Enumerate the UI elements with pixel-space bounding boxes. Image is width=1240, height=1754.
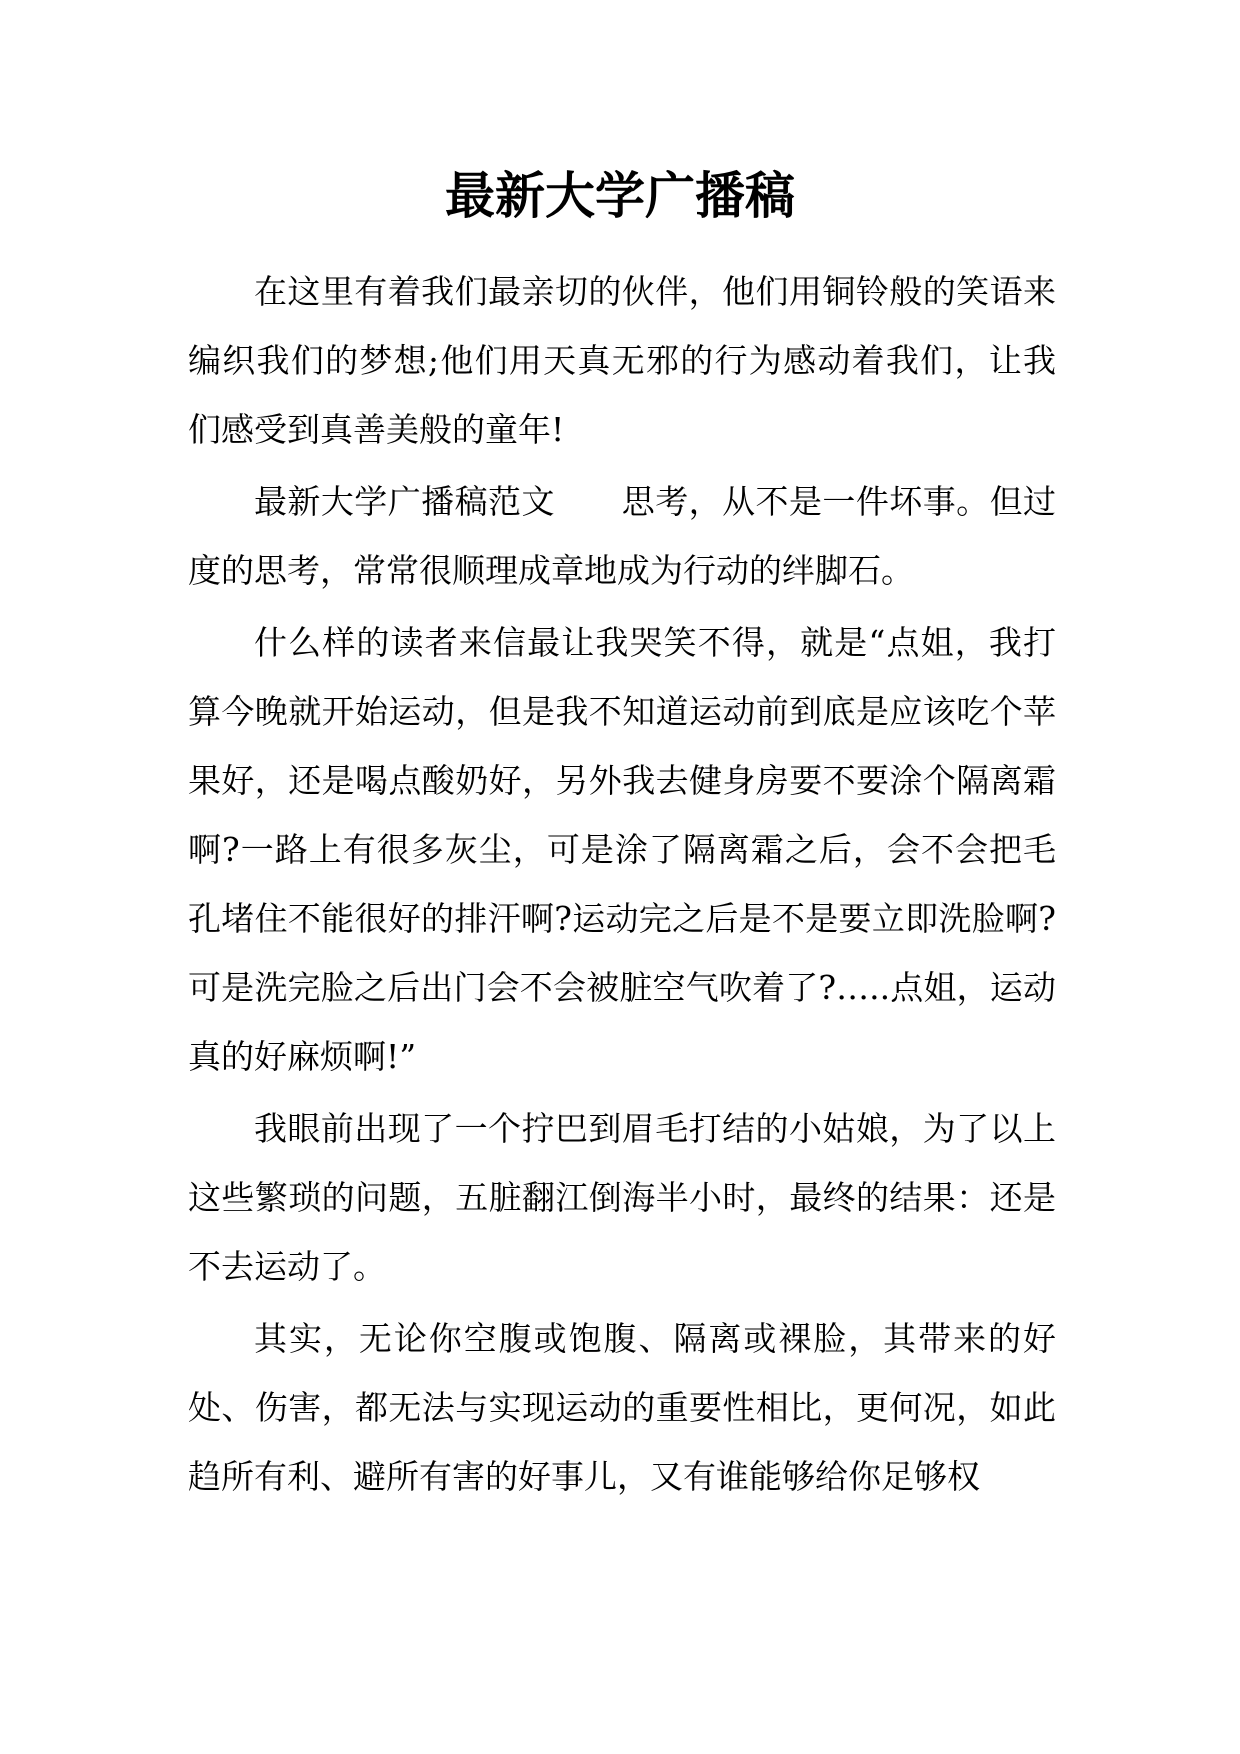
document-title: 最新大学广播稿	[445, 166, 795, 225]
document-body	[188, 257, 1056, 1514]
paragraph-2: 最新大学广播稿范文 思考，从不是一件坏事。但过度的思考，常常很顺理成章地成为行动的绊脚石。	[188, 482, 1056, 590]
paragraph-3: 什么样的读者来信最让我哭笑不得，就是“点姐，我打算今晚就开始运动，但是我不知道运动前到底是应该吃个苹果好，还是喝点酸奶好，另外我去健身房要不要涂个隔离霜啊?一路上有很多灰尘，可是涂了隔离霜之后，会不会把毛孔堵住不能很好的排汗啊?运动完之后是不是要立即洗脸啊?可是洗完脸之后出门会不会被脏空气吹着了?…..点姐，运动真的好麻烦啊!”	[188, 623, 1056, 1076]
paragraph-1: 在这里有着我们最亲切的伙伴，他们用铜铃般的笑语来编织我们的梦想;他们用天真无邪的行为感动着我们，让我们感受到真善美般的童年!	[188, 272, 1056, 449]
paragraph-5: 其实，无论你空腹或饱腹、隔离或裸脸，其带来的好处、伤害，都无法与实现运动的重要性相比，更何况，如此趋所有利、避所有害的好事儿，又有谁能够给你足够权	[188, 1319, 1056, 1496]
paragraph-4: 我眼前出现了一个拧巴到眉毛打结的小姑娘，为了以上这些繁琐的问题，五脏翻江倒海半小时，最终的结果：还是不去运动了。	[188, 1109, 1056, 1286]
